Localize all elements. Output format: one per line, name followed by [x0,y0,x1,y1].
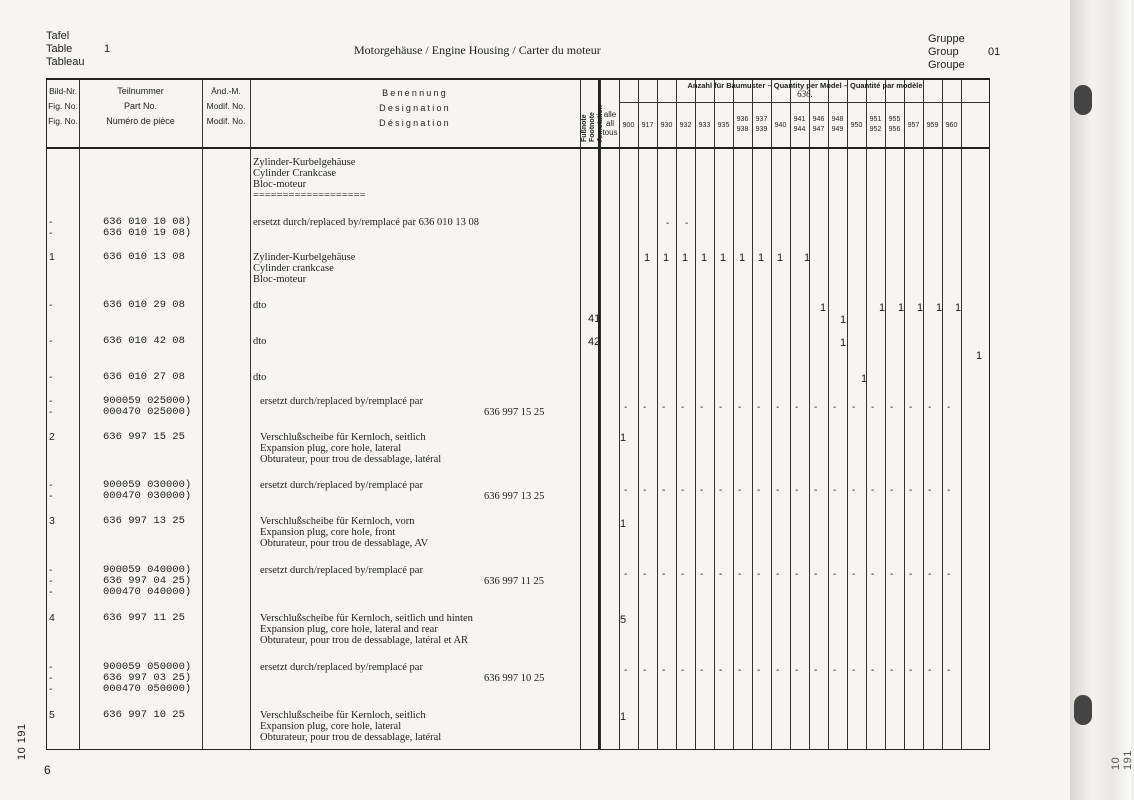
col-footnote-en: Footnote [589,112,596,142]
designation-de: Verschlußscheibe für Kernloch, vorn [260,516,415,527]
dash-cell: - [871,485,875,496]
dash-cell: - [700,402,704,413]
dash-cell: - [624,485,628,496]
model-col-900 [619,121,638,131]
part-number: 636 997 03 25) [103,672,192,684]
model-label: 917 [641,122,654,129]
col-designation-header [250,86,580,131]
dash-cell: - [833,402,837,413]
part-number [103,396,191,418]
model-col-948-949 [828,115,847,135]
part-number: 900059 025000) [103,395,192,407]
fig-number: 4 [49,612,55,624]
designation-target: 636 997 10 25 [484,673,545,684]
model-col-940 [771,121,790,131]
dash-cell: - [909,485,913,496]
dash-cell: - [719,485,723,496]
qty-933: 1 [701,252,708,264]
dash-cell: - [738,569,742,580]
dash-cell: - [833,569,837,580]
part-number: 000470 025000) [103,406,192,418]
fig-number: - [49,335,53,347]
model-label: 949 [831,126,844,133]
designation-text: dto [253,336,267,347]
model-col-957 [904,121,923,131]
fig-number: - [49,406,53,418]
fig-number: - [49,371,53,383]
col-part-header [79,84,202,129]
dash-cell: - [719,569,723,580]
designation-en: Expansion plug, core hole, front [260,527,396,538]
dash-cell: - [928,665,932,676]
qty-all: 5 [620,614,627,626]
dash-cell: - [833,485,837,496]
model-label: 932 [679,122,692,129]
qty-932: 1 [682,252,689,264]
col-footnote-fr: Annotation [597,105,604,142]
designation-text: ersetzt durch/replaced by/remplacé par [260,565,423,576]
model-label: 955 [888,116,901,123]
model-col-936-938 [733,115,752,135]
part-number: 900059 040000) [103,564,192,576]
dash-cell: - [833,665,837,676]
dash-cell: - [814,569,818,580]
dash-cell: - [666,218,670,229]
qty-955: 1 [917,302,924,314]
designation-text: dto [253,300,267,311]
model-label: 940 [774,122,787,129]
fig-number: 2 [49,431,55,443]
designation-de: Verschlußscheibe für Kernloch, seitlich [260,710,426,721]
dash-cell: - [947,665,951,676]
designation [260,565,544,587]
designation-text: ersetzt durch/replaced by/remplacé par [260,396,423,407]
dash-cell: - [700,485,704,496]
designation-de: Verschlußscheibe für Kernloch, seitlich und hinten [260,613,473,624]
fig-number [49,217,53,239]
dash-cell: - [624,569,628,580]
col-modif-en: Modif. No. [206,101,246,111]
part-number: 900059 030000) [103,479,192,491]
dash-cell: - [685,218,689,229]
col-designation-en: Designation [379,103,451,113]
part-number: 000470 030000) [103,490,192,502]
designation-de: Zylinder-Kurbelgehäuse [253,157,356,168]
dash-cell: - [776,485,780,496]
designation [253,252,355,285]
fig-number: - [49,586,53,598]
part-number [103,662,191,695]
designation-de: Zylinder-Kurbelgehäuse [253,252,356,263]
qty-all: 1 [620,432,627,444]
page-title: Motorgehäuse / Engine Housing / Carter du moteur [354,43,601,57]
designation [260,480,544,502]
col-footnote-de: Fußnote [581,114,588,142]
dash-cell: - [947,485,951,496]
col-modif-de: Änd.-M. [211,86,241,96]
col-all-fr: tous [602,128,618,137]
tafel-label-fr: Tableau [46,56,85,68]
qty-959: 1 [955,302,962,314]
model-label: 951 [869,116,882,123]
part-number: 636 010 42 08 [103,335,185,347]
dash-cell: - [643,485,647,496]
fig-number: - [49,395,53,407]
dash-cell: - [719,402,723,413]
fig-number: - [49,672,53,684]
model-col-959 [923,121,942,131]
part-number: 636 010 27 08 [103,371,185,383]
dash-cell: - [738,485,742,496]
part-number [103,480,191,502]
model-label: 941 [793,116,806,123]
model-col-917 [638,121,657,131]
dash-cell: - [795,485,799,496]
fig-number: 1 [49,251,55,263]
part-number [103,565,191,598]
model-label: 957 [907,122,920,129]
gruppe-label-de: Gruppe [928,33,965,45]
col-designation-de: Benennung [382,88,448,98]
fig-number [49,565,53,598]
dash-cell: - [681,569,685,580]
side-code-gutter: 10 191 [1110,750,1134,770]
part-number: 000470 050000) [103,683,192,695]
dash-cell: - [700,665,704,676]
qty-all: 1 [620,711,627,723]
designation [260,662,544,684]
model-col-933 [695,121,714,131]
model-col-946-947 [809,115,828,135]
dash-cell: - [890,485,894,496]
col-modif-fr: Modif. No. [206,116,246,126]
dash-cell: - [624,665,628,676]
footnote: 41 [588,313,601,325]
dash-cell: - [890,402,894,413]
dash-cell: - [662,665,666,676]
model-col-935 [714,121,733,131]
model-label: 936 [736,116,749,123]
binder-hole [1074,695,1092,725]
model-label: 944 [793,126,806,133]
tafel-number: 1 [104,43,111,55]
tafel-label-de: Tafel [46,30,70,42]
col-all-en: all [605,119,614,128]
model-label: 950 [850,122,863,129]
model-label: 952 [869,126,882,133]
fig-number: - [49,683,53,695]
gruppe-number: 01 [988,46,1001,58]
parts-table [46,78,990,750]
dash-cell: - [928,485,932,496]
gruppe-label-fr: Groupe [928,59,965,71]
fig-number: - [49,490,53,502]
designation-fr: Obturateur, pour trou de dessablage, latéral [260,454,442,465]
fig-number: - [49,575,53,587]
qty-header [619,81,991,99]
dash-cell: - [757,485,761,496]
designation-target: 636 997 11 25 [484,576,544,587]
dash-cell: - [681,665,685,676]
fig-number: - [49,479,53,491]
dash-cell: - [757,402,761,413]
model-col-941-944 [790,115,809,135]
part-number: 636 997 11 25 [103,612,185,624]
qty-940: 1 [777,252,784,264]
model-col-932 [676,121,695,131]
model-label: 946 [812,116,825,123]
qty-951: 1 [898,302,905,314]
col-fig-fr: Fig. No. [48,116,78,126]
designation [260,432,441,465]
designation-text: dto [253,372,267,383]
part-number: 900059 050000) [103,661,192,673]
col-part-de: Teilnummer [117,86,164,96]
gruppe-labels [928,33,965,72]
fig-number: 5 [49,709,55,721]
designation [260,710,441,743]
designation-text: ersetzt durch/replaced by/remplacé par [260,480,423,491]
col-fig-header [47,84,79,129]
dash-cell: - [757,569,761,580]
designation [260,613,473,646]
qty-title: Anzahl für Baumuster – Quantity per Model – Quantité par modèle [687,81,923,90]
model-col-930 [657,121,676,131]
dash-cell: - [814,665,818,676]
dash-cell: - [795,569,799,580]
model-label: 960 [945,122,958,129]
model-label: 948 [831,116,844,123]
model-label: 930 [660,122,673,129]
dash-cell: - [681,485,685,496]
designation-target: 636 997 15 25 [484,407,545,418]
qty-948: 1 [861,373,868,385]
dash-cell: - [738,402,742,413]
qty-935: 1 [720,252,727,264]
dash-cell: - [719,665,723,676]
dash-cell: - [852,485,856,496]
side-code: 10 191 [16,723,28,760]
dash-cell: - [662,402,666,413]
dash-cell: - [852,665,856,676]
dash-cell: - [681,402,685,413]
designation-text: ersetzt durch/replaced by/remplacé par 636 010 13 08 [253,217,479,228]
model-col-937-939 [752,115,771,135]
part-number [103,217,191,239]
part-number: 636 997 10 25 [103,709,185,721]
dash-cell: - [909,665,913,676]
dash-cell: - [947,402,951,413]
heading-underline: =================== [253,190,366,201]
model-label: 959 [926,122,939,129]
qty-917: 1 [644,252,651,264]
qty-960: 1 [976,350,983,362]
part-number: 636 997 13 25 [103,515,185,527]
dash-cell: - [662,569,666,580]
dash-cell: - [776,402,780,413]
col-fig-de: Bild-Nr. [49,86,77,96]
part-number: 636 997 15 25 [103,431,185,443]
fig-number [49,396,53,418]
dash-cell: - [890,665,894,676]
dash-cell: - [795,665,799,676]
model-col-951-952 [866,115,885,135]
dash-cell: - [662,485,666,496]
dash-cell: - [700,569,704,580]
fig-number: - [49,299,53,311]
designation-target: 636 997 13 25 [484,491,545,502]
qty-941: 1 [804,252,811,264]
qty-946: 1 [840,314,847,326]
dash-cell: - [624,402,628,413]
dash-cell: - [909,569,913,580]
qty-946: 1 [840,337,847,349]
fig-number [49,662,53,695]
model-label: 937 [755,116,768,123]
binder-hole [1074,85,1092,115]
dash-cell: - [871,665,875,676]
designation-fr: Bloc-moteur [253,179,307,190]
part-number: 636 010 10 08) [103,216,192,228]
dash-cell: - [947,569,951,580]
designation [260,516,428,549]
model-col-950 [847,121,866,131]
dash-cell: - [814,402,818,413]
dash-cell: - [643,569,647,580]
page-gutter [1070,0,1134,800]
designation-text: ersetzt durch/replaced by/remplacé par [260,662,423,673]
model-label: 935 [717,122,730,129]
dash-cell: - [776,569,780,580]
dash-cell: - [757,665,761,676]
dash-cell: - [909,402,913,413]
designation-fr: Obturateur, pour trou de dessablage, latéral et AR [260,635,469,646]
model-label: 900 [622,122,635,129]
col-fig-en: Fig. No. [48,101,78,111]
dash-cell: - [643,665,647,676]
page-number: 6 [44,763,51,777]
part-number: 636 010 29 08 [103,299,185,311]
model-label: 933 [698,122,711,129]
dash-cell: - [871,569,875,580]
designation-en: Expansion plug, core hole, lateral [260,721,402,732]
qty-944: 1 [820,302,827,314]
footnote: 42 [588,336,601,348]
dash-cell: - [928,569,932,580]
model-label: 938 [736,126,749,133]
fig-number: - [49,564,53,576]
col-all-header [601,110,619,137]
col-modif-header [202,84,250,129]
part-number: 000470 040000) [103,586,192,598]
col-designation-fr: Désignation [379,118,451,128]
dash-cell: - [795,402,799,413]
tafel-labels [46,30,85,69]
col-part-en: Part No. [123,101,157,111]
designation-en: Cylinder crankcase [253,263,334,274]
dash-cell: - [890,569,894,580]
col-part-fr: Numéro de pièce [106,116,175,126]
fig-number: - [49,216,53,228]
model-label: 947 [812,126,825,133]
qty-957: 1 [936,302,943,314]
dash-cell: - [871,402,875,413]
dash-cell: - [814,485,818,496]
model-col-955-956 [885,115,904,135]
qty-series: 636. [797,89,813,99]
designation-en: Cylinder Crankcase [253,168,337,179]
dash-cell: - [776,665,780,676]
dash-cell: - [928,402,932,413]
dash-cell: - [852,569,856,580]
fig-number [49,480,53,502]
designation-en: Expansion plug, core hole, lateral and rear [260,624,438,635]
dash-cell: - [643,402,647,413]
dash-cell: - [738,665,742,676]
part-number: 636 997 04 25) [103,575,192,587]
qty-936: 1 [739,252,746,264]
part-number: 636 010 19 08) [103,227,192,239]
designation-fr: Obturateur, pour trou de dessablage, latéral [260,732,442,743]
model-label: 956 [888,126,901,133]
fig-number: - [49,227,53,239]
fig-number: - [49,661,53,673]
qty-all: 1 [620,518,627,530]
gruppe-label-en: Group [928,46,959,58]
model-col-960 [942,121,961,131]
model-label: 939 [755,126,768,133]
col-all-de: alle [603,110,617,119]
part-number: 636 010 13 08 [103,251,185,263]
tafel-label-en: Table [46,43,73,55]
designation [260,396,544,418]
qty-937: 1 [758,252,765,264]
dash-cell: - [852,402,856,413]
qty-930: 1 [663,252,670,264]
designation-fr: Bloc-moteur [253,274,307,285]
designation-de: Verschlußscheibe für Kernloch, seitlich [260,432,426,443]
designation-en: Expansion plug, core hole, lateral [260,443,402,454]
designation-fr: Obturateur, pour trou de dessablage, AV [260,538,429,549]
designation [253,217,479,228]
section-heading [253,157,366,201]
qty-950: 1 [879,302,886,314]
fig-number: 3 [49,515,55,527]
